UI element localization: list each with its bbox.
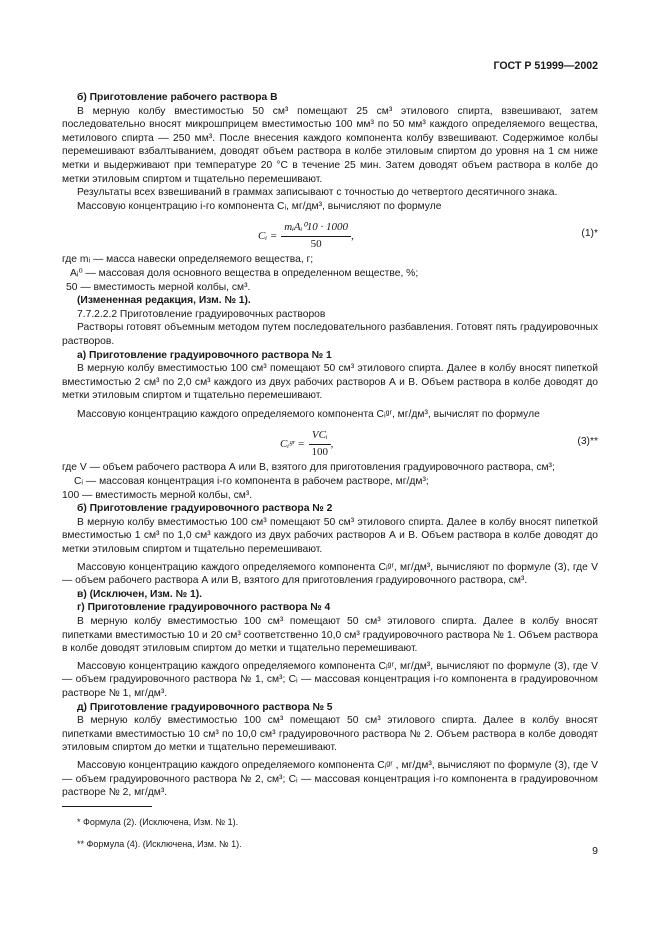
paragraph: Растворы готовят объемным методом путем последовательного разбавления. Готовят пять градуировочных растворов. [62,322,598,347]
formula-denominator: 50 [310,237,322,250]
paragraph: В мерную колбу вместимостью 100 см³ помещают 50 см³ этилового спирта. Далее в колбу вносят пипетками вместимостью 10 см³ по 10,0 см³ градуировочного раствора № 2. Объем раствора в колбе доводят этиловым спиртом до метки и тщательно перемешивают. [62,715,598,754]
amendment-note: (Измененная редакция, Изм. № 1). [77,295,251,307]
paragraph: Массовую концентрацию каждого определяемого компонента Cᵢᵍʳ, мг/дм³, вычисляют по формуле (3), где V — объем градуировочного раствора № 1, см³; Cᵢ — массовая концентрация i-го компонента в градуировочном растворе № 1, мг/дм³. [62,660,598,699]
page-body [62,60,598,860]
section-heading: а) Приготовление градуировочного раствора № 1 [77,349,332,361]
formula-numerator: mᵢAᵢ⁰10 · 1000 [281,221,351,237]
footnote-divider [62,806,152,807]
formula-number: (1)* [581,228,598,240]
paragraph: В мерную колбу вместимостью 100 см³ помещают 50 см³ этилового спирта. Далее в колбу вносят пипеткой вместимостью 1 см³ по 1,0 см³ каждого из двух рабочих растворов А и В. Объем раствора в колбе доводят до метки этиловым спиртом и тщательно перемешивают. [62,516,598,556]
paragraph: В мерную колбу вместимостью 100 см³ помещают 50 см³ этилового спирта. Далее в колбу вносят пипетками вместимостью 10 и 20 см³ соответственно 10,0 см³ градуировочного раствора № 1. Объем раствора в колбе доводят этиловым спиртом до метки и тщательно перемешивают. [62,616,598,655]
where-item: Aᵢ⁰ — массовая доля основного вещества в определенном веществе, %; [70,267,419,279]
paragraph: Массовую концентрацию каждого определяемого компонента Cᵢᵍʳ, мг/дм³, вычислят по формуле [77,408,540,420]
formula-number: (3)** [577,436,598,448]
formula-1 [62,219,598,249]
where-item: 50 — вместимость мерной колбы, см³. [66,281,251,293]
where-item: где V — объем рабочего раствора А или В, взятого для приготовления градуировочного раствора, см³; [62,462,555,474]
footnote: * Формула (2). (Исключена, Изм. № 1). [77,816,239,827]
formula-trail: , [330,437,334,450]
where-item: где mᵢ — масса навески определяемого вещества, г; [62,254,314,266]
clause-heading: 7.7.2.2.2 Приготовление градуировочных растворов [77,308,326,320]
paragraph: В мерную колбу вместимостью 100 см³ помещают 50 см³ этилового спирта. Далее в колбу вносят пипеткой вместимостью 2 см³ по 2,0 см³ каждого из двух рабочих растворов А и В. Объем раствора в колбе доводят до метки этиловым спиртом и тщательно перемешивают. [62,363,598,402]
paragraph: Результаты всех взвешиваний в граммах записывают с точностью до четвертого десятичного знака. [77,187,558,199]
where-item: 100 — вместимость мерной колбы, см³. [62,489,253,501]
formula-lhs: Cᵢᵍʳ = [280,437,305,450]
section-heading: г) Приготовление градуировочного раствора № 4 [77,602,331,614]
formula-3 [62,427,598,457]
paragraph: Массовую концентрацию каждого определяемого компонента Cᵢᵍʳ , мг/дм³, вычисляют по формуле (3), где V — объем градуировочного раствора № 2, см³; Cᵢ — массовая концентрация i-го компонента в градуировочном растворе № 2, мг/дм³. [62,759,598,799]
paragraph: Массовую концентрацию каждого определяемого компонента Cᵢᵍʳ, мг/дм³, вычисляют по формуле (3), где V — объем рабочего раствора А или В, взятого для приготовления градуировочного раствора, см³. [62,561,598,587]
paragraph: В мерную колбу вместимостью 50 см³ помещают 25 см³ этилового спирта, взвешивают, затем последовательно вносят микрошприцем вместимостью 100 мм³ по 50 мм³ каждого определяемого вещества, метилового спирта — 250 мм³. После внесения каждого компонента колбу взвешивают. Содержимое колбы перемешивают взбалтыванием, доводят объем раствора в колбе этиловым спиртом до уровня на 1 см ниже метки и выдерживают при температуре 20 °С в течение 25 мин. Затем доводят объем раствора в колбе до метки этиловым спиртом и тщательно перемешивают. [62,105,598,185]
section-heading: в) (Исключен, Изм. № 1). [77,588,203,600]
formula-trail: , [351,229,354,242]
where-item: Cᵢ — массовая концентрация i-го компонента в рабочем растворе, мг/дм³; [74,476,429,488]
section-heading: б) Приготовление градуировочного раствора № 2 [77,503,333,515]
document-id: ГОСТ Р 51999—2002 [493,60,598,72]
formula-denominator: 100 [311,446,328,459]
section-heading: б) Приготовление рабочего раствора В [77,92,278,103]
section-heading: д) Приготовление градуировочного раствора № 5 [77,701,333,713]
footnote: ** Формула (4). (Исключена, Изм. № 1). [77,838,242,849]
formula-numerator: VCᵢ [309,429,331,445]
formula-lhs: Cᵢ = [258,229,278,242]
paragraph: Массовую концентрацию i-го компонента Cᵢ, мг/дм³, вычисляют по формуле [77,200,442,212]
page-number: 9 [592,845,598,857]
